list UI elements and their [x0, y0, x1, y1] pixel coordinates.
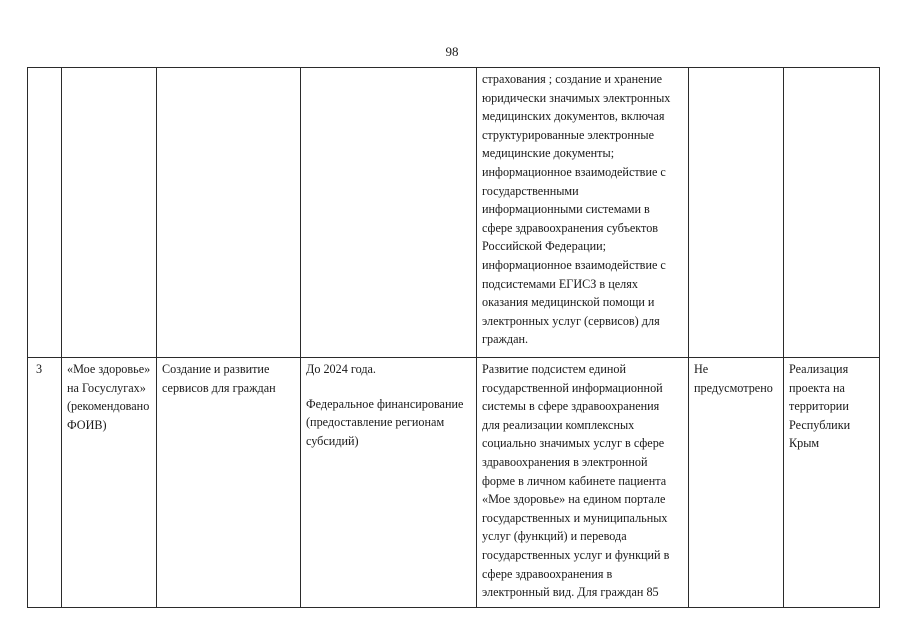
- description-cell: [477, 68, 689, 358]
- row-number: 3: [36, 362, 43, 376]
- table-row: [28, 358, 880, 608]
- table-row: [28, 68, 880, 358]
- project-name-cell: [62, 358, 157, 608]
- project-table: [27, 67, 880, 608]
- indicator-cell: [689, 358, 784, 608]
- task-cell: [157, 68, 301, 358]
- region-text: Реализация проекта на территории Республики Крым: [789, 362, 851, 451]
- description-text: страхования ; создание и хранение юридически значимых электронных медицинских документов, включая структурированные электронные медицинские документы; информационное взаимодействие с государственными информационными системами в сфере здравоохранения субъектов Российской Федерации; информационное взаимодействие с подсистемами ЕГИСЗ в целях оказания медицинской помощи и электронных услуг (сервисов) для граждан.: [482, 72, 671, 347]
- region-cell: [784, 68, 880, 358]
- project-name: «Мое здоровье» на Госуслугах» (рекомендовано ФОИВ): [67, 362, 151, 432]
- task-text: Создание и развитие сервисов для граждан: [162, 362, 276, 395]
- timing-cell: [301, 68, 477, 358]
- timing-text: До 2024 года.: [306, 362, 376, 376]
- indicator-cell: [689, 68, 784, 358]
- funding-text: Федеральное финансирование (предоставление регионам субсидий): [306, 396, 464, 448]
- project-name-cell: [62, 68, 157, 358]
- page-number: 98: [445, 44, 459, 59]
- timing-cell: [301, 358, 477, 608]
- task-cell: [157, 358, 301, 608]
- description-cell: [477, 358, 689, 608]
- row-number-cell: [28, 68, 62, 358]
- region-cell: [784, 358, 880, 608]
- indicator-text: Не предусмотрено: [694, 362, 773, 395]
- row-number-cell: [28, 358, 62, 608]
- description-text: Развитие подсистем единой государственной информационной системы в сфере здравоохранения для реализации комплексных социально значимых услуг в сфере здравоохранения в электронной форме в личном кабинете пациента «Мое здоровье» на едином портале государственных и муниципальных услуг (функций) и перевода государственных услуг и функций в сфере здравоохранения в электронный вид. Для граждан 85: [482, 362, 670, 600]
